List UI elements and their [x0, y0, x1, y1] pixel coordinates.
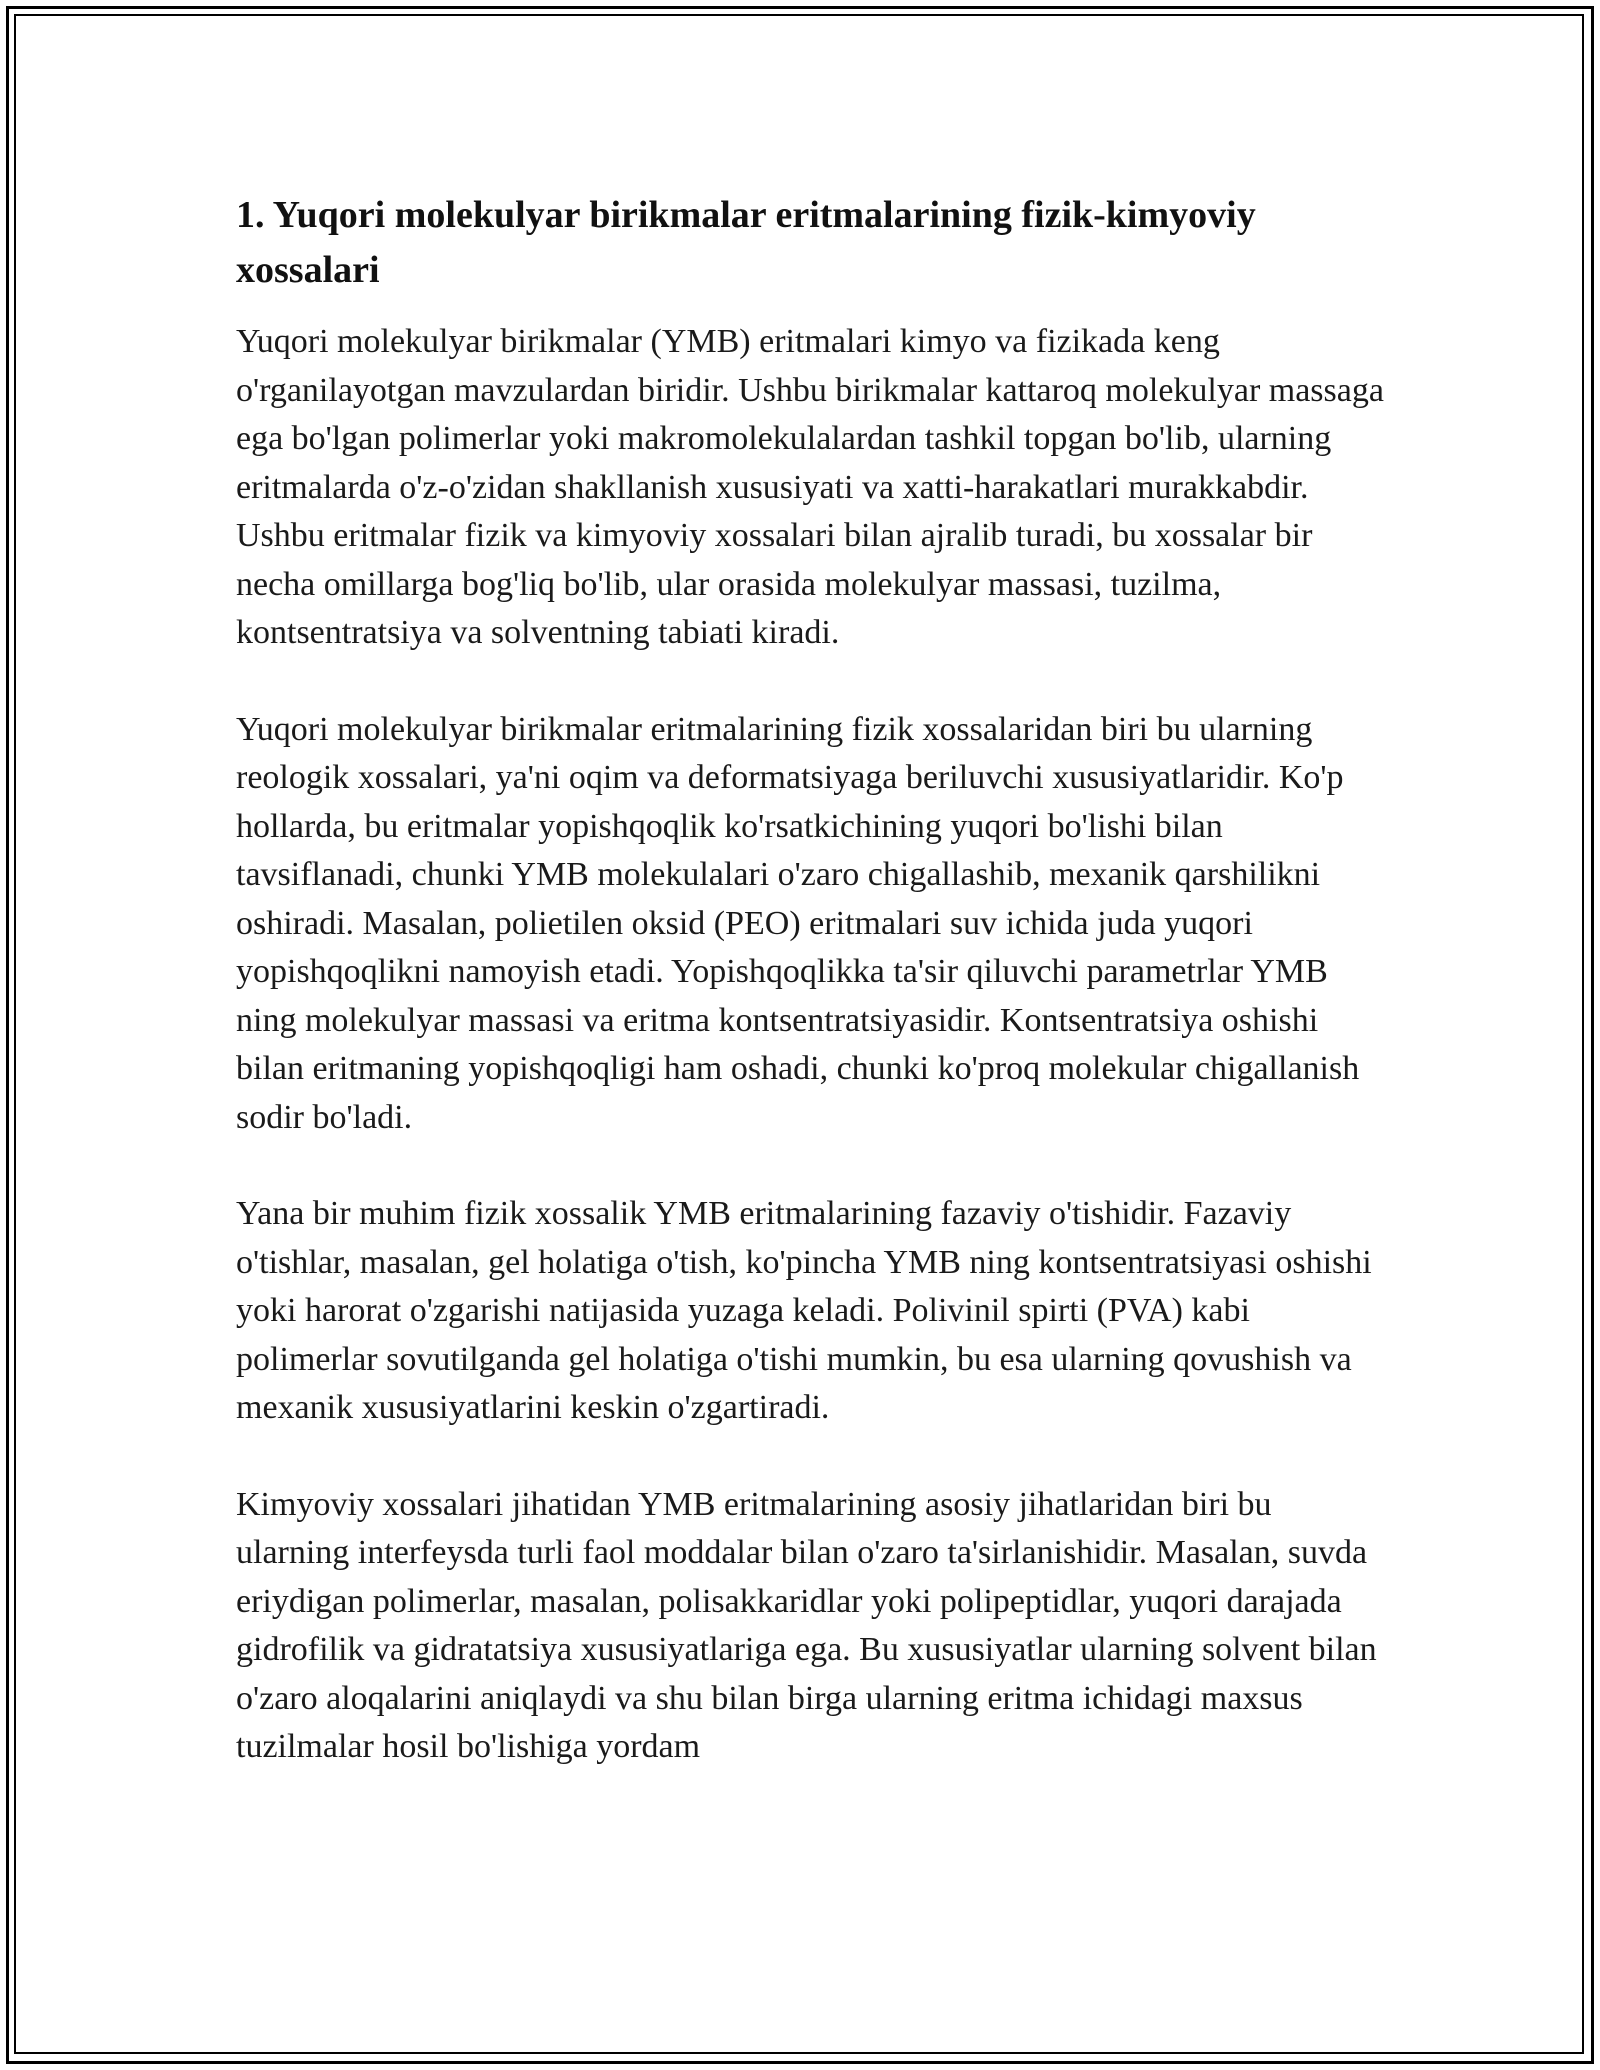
paragraph-chemical-properties: Kimyoviy xossalari jihatidan YMB eritmalarining asosiy jihatlaridan biri bu ularning interfeysda turli faol moddalar bilan o'zaro ta'sirlanishidir. Masalan, suvda eriydigan polimerlar, masalan, polisakkaridlar yoki polipeptidlar, yuqori darajada gidrofilik va gidratatsiya xususiyatlariga ega. Bu xususiyatlar ularning solvent bilan o'zaro aloqalarini aniqlaydi va shu bilan birga ularning eritma ichidagi maxsus tuzilmalar hosil bo'lishiga yordam	[236, 1485, 1377, 1765]
paragraph-rheology: Yuqori molekulyar birikmalar eritmalarining fizik xossalaridan biri bu ularning reologik xossalari, ya'ni oqim va deformatsiyaga beriluvchi xususiyatlaridir. Ko'p hollarda, bu eritmalar yopishqoqlik ko'rsatkichining yuqori bo'lishi bilan tavsiflanadi, chunki YMB molekulalari o'zaro chigallashib, mexanik qarshilikni oshiradi. Masalan, polietilen oksid (PEO) eritmalari suv ichida juda yuqori yopishqoqlikni namoyish etadi. Yopishqoqlikka ta'sir qiluvchi parametrlar YMB ning molekulyar massasi va eritma kontsentratsiyasidir. Kontsentratsiya oshishi bilan eritmaning yopishqoqligi ham oshadi, chunki ko'proq molekular chigallanish sodir bo'ladi.	[236, 710, 1360, 1136]
paragraph-phase-transition: Yana bir muhim fizik xossalik YMB eritmalarining fazaviy o'tishidir. Fazaviy o'tishlar, masalan, gel holatiga o'tish, ko'pincha YMB ning kontsentratsiyasi oshishi yoki harorat o'zgarishi natijasida yuzaga keladi. Polivinil spirti (PVA) kabi polimerlar sovutilganda gel holatiga o'tishi mumkin, bu esa ularning qovushish va mexanik xususiyatlarini keskin o'zgartiradi.	[236, 1195, 1372, 1426]
document-body	[236, 188, 1386, 1772]
section-heading: 1. Yuqori molekulyar birikmalar eritmalarining fizik-kimyoviy xossalari	[236, 194, 1256, 291]
paragraph-intro: Yuqori molekulyar birikmalar (YMB) eritmalari kimyo va fizikada keng o'rganilayotgan mavzulardan biridir. Ushbu birikmalar kattaroq molekulyar massaga ega bo'lgan polimerlar yoki makromolekulalardan tashkil topgan bo'lib, ularning eritmalarda o'z-o'zidan shakllanish xususiyati va xatti-harakatlari murakkabdir. Ushbu eritmalar fizik va kimyoviy xossalari bilan ajralib turadi, bu xossalar bir necha omillarga bog'liq bo'lib, ular orasida molekulyar massasi, tuzilma, kontsentratsiya va solventning tabiati kiradi.	[236, 323, 1384, 651]
